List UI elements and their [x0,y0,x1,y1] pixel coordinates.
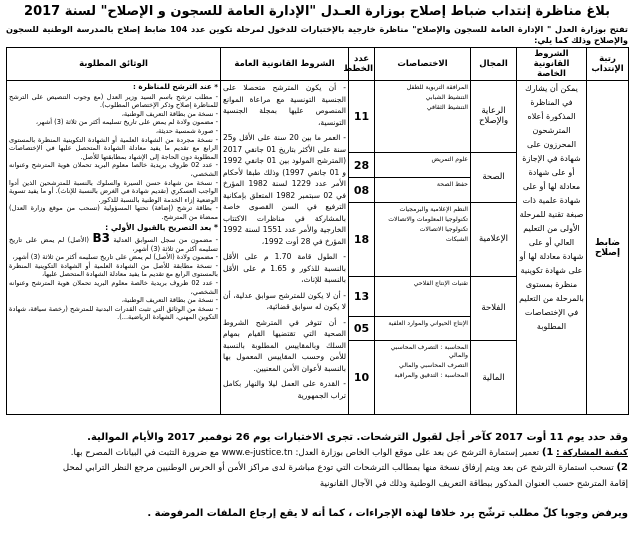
specialties-cell [375,316,471,341]
specialty-item: التصرف المحاسبي والمالي [399,362,468,370]
field-cell: الرعاية والإصلاح [471,81,517,153]
participation-step-2-cont: إقامة المترشح حسب العنوان المذكور ببطاقة التعريف الوطنية وذلك في الآجال القانونية [319,479,628,489]
field-cell: المالية [471,341,517,415]
count-cell: 13 [349,276,375,316]
count-cell: 05 [349,316,375,341]
documents-heading: * عند الترشح للمناظرة : [132,82,218,91]
document-item: - نسخة من بطاقة التعريف الوطنية، [121,109,218,118]
legal-conditions-cell [221,81,349,415]
document-item: - مضمون ولادة لم يمض على تاريخ تسليمه أكثر من ثلاثة (3) أشهر، [35,118,218,127]
page-title: بلاغ مناظرة إنتداب ضباط إصلاح بوزارة العـدل "الإدارة العامة للسجون و الإصلاح" لسنة 2017 [24,4,610,19]
specialty-item: تكنولوجيا المعلومات والاتصالات [388,215,468,223]
participation-step-1: تعمير إستمارة الترشح عن بعد على موقع الواب الخاص بوزارة العدل: www.e-justice.tn مع ضرورة التثبت في البيانات المصرح بها. [70,448,540,458]
header-field: المجال [471,48,517,81]
rank-cell: ضابط إصلاح [587,81,629,415]
document-item: - بطاقة ترشح (إضافة) تحتها المسؤولية (تسحب من موقع وزارة العدل) ممضاة من المترشح. [9,204,218,221]
document-item: - صورة شمسية حديثة، [155,126,218,135]
document-item: - نسخة من بطاقة التعريف الوطنية، [121,296,218,305]
specialties-cell [375,341,471,415]
participation-step-2: تسحب استمارة الترشح عن بعد ويتم إرفاق نسخة منها بمطالب الترشحات التي تودع مباشرة لدى مراكز الأمن أو الحرس الوطنيين مرجع النظر الترابي لمحل [62,463,614,473]
field-cell: الصحة [471,152,517,202]
legal-item: - أن يكون المترشح متحصلا على الجنسية التونسية مع مراعاة الموانع المنصوص عليها بمجلة الجنسية التونسية، [223,83,346,127]
rejection-note: ويرفض وجوبا كلّ مطلب ترشّح يرد خلافا لهذه الإجراءات ، كما أنه لا يقع إرجاع الملفات المرفوضة . [147,508,628,519]
specialty-item: المحاسبة : التدقيق والمراقبة [394,372,468,380]
specialty-item: الإنتاج الحيواني والموارد العلفية [388,319,468,327]
legal-item: - القدرة على العمل ليلا والنهار بكامل تراب الجمهورية [223,379,346,400]
header-rank: رتبة الإنتداب [587,48,629,81]
item-number: 2) [616,462,628,473]
specialty-item: المحاسبة : التصرف المحاسبي والمالي [390,344,468,360]
participation-line [6,462,628,473]
item-number: 1) [541,447,554,458]
positions-table [6,47,629,415]
header-specialties: الاختصاصات [375,48,471,81]
document-item: - مضمون ولادة (الأصل) لم يمض على تاريخ تسليمه أكثر من ثلاثة (3) أشهر، [12,253,218,262]
header-documents: الوثائق المطلوبة [7,48,221,81]
documents-cell [7,81,221,415]
deadline-line: وقد حدد يوم 11 أوت 2017 كآخر أجل لقبول الترشحات. تجرى الاختبارات يوم 26 نوفمبر 2017 والأيام الموالية. [87,432,628,443]
specialty-item: علوم التمريض [431,155,468,163]
document-item: - عدد 02 ظروف بريدية خالصا معلوم البريد تحملان هوية المترشح وعنوانه الشخصي، [9,161,218,178]
field-cell: الفلاحة [471,276,517,341]
specialties-cell [375,178,471,203]
legal-item: - أن لا يكون للمترشح سوابق عدلية، أن لا يكون له سوابق قضائية، [223,290,346,311]
count-cell: 28 [349,152,375,178]
specialties-cell [375,276,471,316]
count-cell: 10 [349,341,375,415]
specialty-item: تكنولوجيا الاتصالات [419,225,468,233]
document-item: - نسخة من الوثائق التي تثبت القدرات البدنية للمترشح (رخصة سياقة، شهادة التكوين المهني، الشهادة الرياضية...). [9,304,218,322]
participation-line [6,447,628,458]
count-cell: 11 [349,81,375,153]
specialties-cell [375,81,471,153]
specialty-item: تقنيات الإنتاج الفلاحي [413,279,468,287]
specialties-cell [375,152,471,178]
legal-item: - أن تتوفر في المترشح الشروط الصحية التي تقتضيها القيام بمهام السلك وبالمقاييس المطلوبة بالنسبة للأمن وحسب المقاييس المعمول بها بالنسبة لأعوان الأمن المعنيين. [223,317,346,373]
specialty-item: التنشيط الشبابي [425,94,468,101]
legal-item: - العمر ما بين 20 سنة على الأقل و25 سنة على الأكثر بتاريخ 01 جانفي 2017 (المترشح المولود بين 01 جانفي 1992 و 01 جانفي 1997) وذلك طبقا لأحكام الأمر عدد 1229 لسنة 1982 المؤرخ في 02 سبتمبر 1982 المتعلق بإمكانية الترفيع في السن القصوى خاصة بالمشاركة في مناظرات الاكتتاب الخارجية والأمر عدد 1551 لسنة 1992 المؤرخ في 28 أوت 1992، [223,133,346,246]
document-item: - مطلب ترشح باسم السيد وزير العدل (مع وجوب التنصيص على الترشح للمناظرة إصلاح وذكر الإختصاص المطلوب). [9,92,218,110]
specialty-item: المرافقة التربوية للطفل [406,84,468,91]
table-header-row [7,48,629,81]
legal-item: - الطول قامة 1.70 م على الأقل بالنسبة للذكور و 1.65 م على الأقل بالنسبة للإناث، [223,252,346,284]
document-item: - مضمون من سجل السوابق العدلية B3 (الأصل) لم يمض على تاريخ تسليمه أكثر من ثلاثة (3) أشهر، [9,231,218,253]
field-cell: الإعلامية [471,202,517,276]
degree-conditions-cell: يمكن أن يشارك في المناظرة المذكورة أعلاه المترشحون المحرزون على شهادة في الإجازة أو على شهادة معادلة لها أو على شهادة علمية ذات صبغة تقنية للمرحلة الأولى من التعليم العالي أو على شهادة معادلة لها أو على شهادة تكوينية منظرة بمستوى بالمرحلة من التعليم في الإختصاصات المطلوبة [517,81,587,415]
header-legal-conditions: الشروط القانونية العامة [221,48,349,81]
documents-heading: * بعد التصريح بالقبول الأولي : [105,222,218,232]
specialty-item: النظم الإعلامية والبرمجيات [399,205,468,213]
how-to-participate-label: كيفية المشاركة : [556,448,628,458]
specialty-item: حفظ الصحة [436,181,468,189]
b3-label: B3 [92,231,110,246]
document-item: - نسخة مجردة من الشهادة العلمية أو الشهادة التكوينية المنظرة بالمستوى الرابع مع تقديم ما يفيد معادلة الشهادة المتحصل عليها في الإختصاصات المطلوبة دون الحاجة إلى الإشهاد بمطابقتها للأصل. [9,135,218,161]
table-row [7,81,629,153]
header-degree-conditions: الشروط القانونية الخاصة [517,48,587,81]
specialty-item: الشبكات [445,235,468,243]
count-cell: 18 [349,202,375,276]
specialty-item: التنشيط الثقافي [426,104,468,111]
document-item: - عدد 02 ظروف بريدية خالصة معلوم البريد تحملان هوية المترشح وعنوانه الشخصي، [9,279,218,296]
count-cell: 08 [349,178,375,203]
header-count: عدد الخطط [349,48,375,81]
intro-paragraph: تفتح بوزارة العدل " الإدارة العامة للسجون والإصلاح" مناظرة خارجية بالإختبارات للدخول لمرحلة تكوين عدد 104 ضابط إصلاح بالمدرسة الوطنية للسجون والإصلاح وذلك كما يلي: [6,24,628,45]
document-item: - نسخة من شهادة حسن السيرة والسلوك بالنسبة للمترشحين الذين أدوا الواجب العسكري (تقديم شهادة في الغرض بالنسبة للإناث). أو ما يفيد تسوية الوضعية إزاء الخدمة الوطنية بالنسبة للذكور. [9,178,218,204]
document-item: - نسخة مطابقة للأصل من الشهادة العلمية أو الشهادة التكوينية المنظرة بالمستوى الرابع مع تقديم ما يفيد معادلة الشهادة المتحصل عليها، [9,261,218,279]
specialties-cell [375,202,471,276]
